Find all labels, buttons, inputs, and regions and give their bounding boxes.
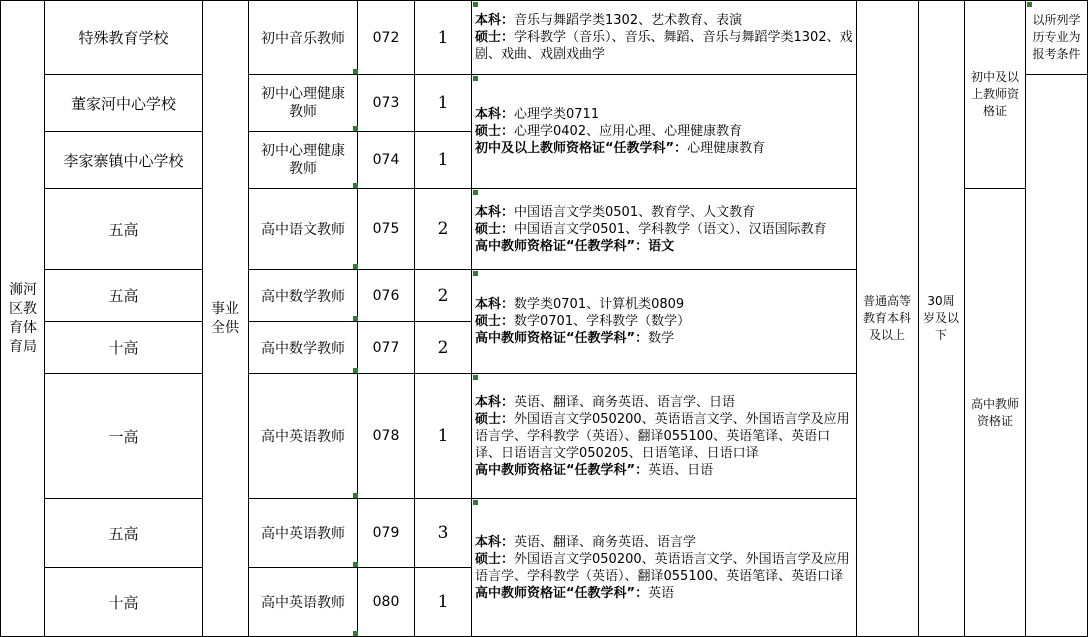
bk-text: 心理学类0711 bbox=[514, 107, 600, 122]
requirement-cell bbox=[472, 1, 856, 74]
cell-marker-icon bbox=[353, 183, 358, 188]
cert-label: 高中教师资格证“任教学科”： bbox=[475, 331, 649, 346]
unit-cell: 五高 bbox=[108, 524, 139, 543]
count-cell: 1 bbox=[437, 27, 449, 48]
count-cell: 1 bbox=[437, 592, 449, 612]
requirement-cell bbox=[472, 374, 856, 498]
cert-label: 初中及以上教师资格证“任教学科”： bbox=[475, 141, 688, 156]
cert-label: 高中教师资格证“任教学科”： bbox=[475, 238, 649, 254]
cell-marker-icon bbox=[473, 190, 478, 195]
ss-text: 外国语言文学050200、英语语言文学、外国语言学及应用语言学、学科教学（英语）、翻译055100、英语笔译、英语口译 bbox=[475, 551, 850, 584]
unit-cell: 十高 bbox=[108, 593, 139, 612]
bk-text: 英语、翻译、商务英语、语言学、日语 bbox=[514, 394, 736, 410]
cell-marker-icon bbox=[353, 126, 358, 131]
grid-line bbox=[856, 0, 857, 637]
requirement-cell bbox=[472, 189, 856, 269]
bk-text: 数学类0701、计算机类0809 bbox=[514, 297, 685, 312]
position-cell: 高中英语教师 bbox=[261, 429, 345, 445]
ss-label: 硕士： bbox=[475, 411, 515, 427]
bk-label: 本科： bbox=[475, 534, 515, 550]
code-cell: 072 bbox=[372, 29, 400, 46]
cell-marker-icon bbox=[353, 264, 358, 269]
code-cell: 080 bbox=[372, 594, 400, 610]
position-cell: 高中数学教师 bbox=[261, 340, 345, 357]
count-cell: 2 bbox=[437, 219, 449, 239]
ss-label: 硕士： bbox=[475, 314, 515, 329]
age-cell: 30周岁及以下 bbox=[922, 294, 959, 342]
cell-marker-icon bbox=[353, 562, 358, 567]
cert-senior-cell: 高中教师资格证 bbox=[970, 396, 1019, 428]
grid-line bbox=[248, 0, 249, 637]
cell-marker-icon bbox=[353, 316, 358, 321]
code-cell: 075 bbox=[372, 221, 400, 237]
ss-label: 硕士： bbox=[475, 551, 515, 567]
requirement-cell bbox=[472, 499, 856, 636]
position-cell: 初中心理健康教师 bbox=[261, 86, 345, 120]
unit-cell: 李家寨镇中心学校 bbox=[63, 151, 184, 170]
code-cell: 079 bbox=[372, 525, 400, 541]
cell-marker-icon bbox=[353, 69, 358, 74]
cell-marker-icon bbox=[353, 493, 358, 498]
nature-cell: 事业全供 bbox=[211, 300, 239, 336]
cert-text: 英语 bbox=[648, 585, 675, 601]
count-cell: 1 bbox=[437, 93, 449, 113]
cert-text: 语文 bbox=[648, 238, 675, 254]
code-cell: 078 bbox=[372, 428, 400, 444]
cell-marker-icon bbox=[473, 76, 478, 81]
cell-marker-icon bbox=[1027, 2, 1032, 7]
position-cell: 初中心理健康教师 bbox=[261, 143, 345, 177]
unit-cell: 五高 bbox=[108, 287, 139, 305]
cert-text: 数学 bbox=[648, 331, 675, 346]
cert-label: 高中教师资格证“任教学科”： bbox=[475, 462, 649, 478]
unit-cell: 十高 bbox=[108, 339, 139, 357]
cell-marker-icon bbox=[353, 368, 358, 373]
unit-cell: 董家河中心学校 bbox=[70, 94, 176, 113]
dept-cell: 浉河区教育体育局 bbox=[9, 281, 37, 355]
grid-line bbox=[0, 0, 1, 637]
count-cell: 2 bbox=[437, 285, 449, 306]
bk-text: 中国语言文学类0501、教育学、人文教育 bbox=[514, 204, 756, 220]
bk-text: 英语、翻译、商务英语、语言学 bbox=[514, 534, 697, 550]
bk-label: 本科： bbox=[475, 13, 515, 28]
count-cell: 1 bbox=[437, 426, 449, 446]
code-cell: 077 bbox=[372, 339, 400, 356]
ss-label: 硕士： bbox=[475, 124, 515, 139]
position-cell: 高中英语教师 bbox=[261, 526, 345, 542]
ss-text: 中国语言文学0501、学科教学（语文）、汉语国际教育 bbox=[514, 221, 827, 237]
count-cell: 1 bbox=[437, 150, 449, 170]
code-cell: 074 bbox=[372, 152, 400, 168]
position-cell: 高中语文教师 bbox=[261, 222, 345, 238]
grid-line bbox=[1025, 74, 1087, 75]
grid-line bbox=[202, 0, 203, 637]
ss-text: 心理学0402、应用心理、心理健康教育 bbox=[514, 124, 743, 139]
requirement-cell bbox=[472, 75, 856, 188]
cert-junior-cell: 初中及以上教师资格证 bbox=[970, 69, 1019, 118]
grid-line bbox=[918, 0, 919, 637]
unit-cell: 一高 bbox=[108, 427, 139, 446]
bk-label: 本科： bbox=[475, 107, 515, 122]
unit-cell: 特殊教育学校 bbox=[78, 29, 169, 47]
position-cell: 高中数学教师 bbox=[261, 288, 345, 305]
grid-line bbox=[1025, 0, 1026, 637]
ss-label: 硕士： bbox=[475, 221, 515, 237]
cell-marker-icon bbox=[353, 631, 358, 636]
code-cell: 076 bbox=[372, 287, 400, 304]
ss-text: 外国语言文学050200、英语语言文学、外国语言学及应用语言学、学科教学（英语）、翻译055100、英语笔译、英语口译、日语语言文学050205、日语笔译、日语口译 bbox=[475, 411, 850, 461]
ss-text: 学科教学（音乐）、音乐、舞蹈、音乐与舞蹈学类1302、戏剧、戏曲、戏剧戏曲学 bbox=[475, 30, 853, 62]
bk-label: 本科： bbox=[475, 394, 515, 410]
cell-marker-icon bbox=[473, 271, 478, 276]
unit-cell: 五高 bbox=[108, 220, 139, 239]
cell-marker-icon bbox=[473, 375, 478, 380]
bk-text: 音乐与舞蹈学类1302、艺术教育、表演 bbox=[514, 13, 743, 28]
requirement-cell bbox=[472, 270, 856, 373]
position-cell: 高中英语教师 bbox=[261, 595, 345, 611]
grid-line bbox=[964, 0, 965, 637]
code-cell: 073 bbox=[372, 95, 400, 111]
position-cell: 初中音乐教师 bbox=[261, 30, 345, 47]
count-cell: 2 bbox=[437, 337, 449, 358]
ss-text: 数学0701、学科教学（数学） bbox=[514, 314, 691, 329]
ss-label: 硕士： bbox=[475, 30, 515, 45]
count-cell: 3 bbox=[437, 523, 449, 543]
note-cell: 以所列学历专业为报考条件 bbox=[1032, 12, 1081, 61]
cell-marker-icon bbox=[473, 500, 478, 505]
education-cell: 普通高等教育本科及以上 bbox=[862, 294, 911, 342]
cert-label: 高中教师资格证“任教学科”： bbox=[475, 585, 649, 601]
cert-text: 英语、日语 bbox=[648, 462, 714, 478]
cell-marker-icon bbox=[473, 2, 478, 7]
cert-text: 心理健康教育 bbox=[687, 141, 766, 156]
bk-label: 本科： bbox=[475, 204, 515, 220]
bk-label: 本科： bbox=[475, 297, 515, 312]
